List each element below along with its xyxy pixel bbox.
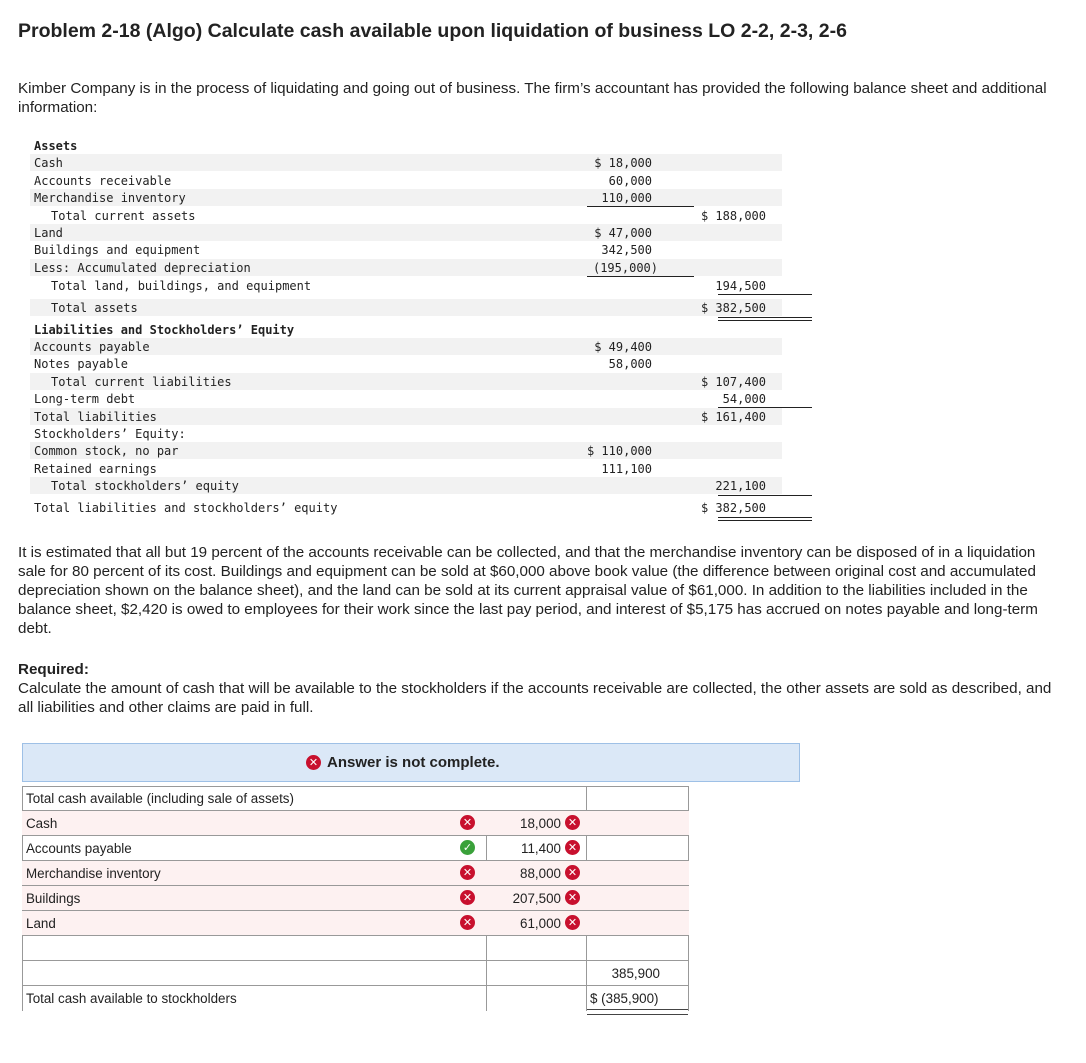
bs-label: Less: Accumulated depreciation [34,261,251,275]
bs-row-buildings [30,241,782,258]
incorrect-icon: ✕ [565,890,580,905]
bs-label: Accounts receivable [34,174,172,188]
answer-value[interactable]: 11,400 [521,841,561,856]
total-label: Total cash available to stockholders [26,991,237,1006]
double-underline [587,1009,688,1015]
required-section [18,660,1063,717]
required-text: Calculate the amount of cash that will be available to the stockholders if the accounts receivable are collected, the other assets are sold as described, and all liabilities and other claims are paid in full. [18,680,1052,716]
bs-label: Notes payable [34,357,128,371]
answer-value[interactable]: 18,000 [520,816,561,831]
bs-value: 342,500 [601,243,652,257]
answer-row-land [22,911,689,936]
bs-row-ap [30,338,782,355]
required-title: Required: [18,661,89,678]
table-header-row [22,786,689,811]
bs-value: 110,000 [601,191,652,205]
bs-label: Total stockholders’ equity [51,479,239,493]
bs-value: 54,000 [722,392,766,406]
bs-row-ltd [30,390,782,407]
answer-label[interactable]: Land [26,916,56,931]
bs-label: Cash [34,156,63,170]
incorrect-icon: ✕ [460,915,475,930]
incorrect-icon: ✕ [460,890,475,905]
bs-row-tca [30,207,782,224]
answer-label[interactable]: Merchandise inventory [26,866,161,881]
bs-value: $ 18,000 [594,156,652,170]
double-underline [718,520,812,521]
bs-row-cash [30,154,782,171]
answer-value[interactable]: 61,000 [520,916,561,931]
bs-value: $ 188,000 [700,209,766,223]
answer-status-banner [22,743,800,782]
bs-row-tl [30,408,782,425]
bs-label: Total liabilities [34,410,157,424]
bs-value: 221,100 [715,479,766,493]
bs-se-header: Stockholders’ Equity: [34,427,186,441]
bs-label: Total liabilities and stockholders’ equity [34,501,338,515]
correct-icon: ✓ [460,840,475,855]
answer-row-buildings [22,886,689,911]
bs-label: Buildings and equipment [34,243,201,257]
bs-label: Merchandise inventory [34,191,186,205]
bs-row-np [30,355,782,372]
double-underline [718,317,812,318]
bs-row-se-header [30,425,782,442]
answer-value[interactable]: 207,500 [512,891,561,906]
bs-value: 60,000 [608,174,652,188]
incorrect-icon: ✕ [565,840,580,855]
bs-label: Total current liabilities [51,375,232,389]
answer-row-cash [22,811,689,836]
answer-row-subtotal [22,961,689,986]
answer-label[interactable]: Buildings [26,891,81,906]
underline [718,495,812,496]
answer-row-accounts-payable [22,836,689,861]
answer-row-total [22,986,689,1010]
bs-row-tlbe [30,277,782,294]
bs-label: Retained earnings [34,462,157,476]
intro-text: Kimber Company is in the process of liquidating and going out of business. The firm’s accountant has provided the following balance sheet and additional information: [18,80,1047,116]
bs-value: $ 47,000 [594,226,652,240]
bs-value: $ 161,400 [700,410,766,424]
incorrect-icon: ✕ [460,865,475,880]
total-value: $ (385,900) [590,991,659,1006]
bs-row-cs [30,442,782,459]
bs-row-land [30,224,782,241]
answer-row-empty-1 [22,936,689,961]
banner-text: Answer is not complete. [327,754,500,771]
underline [718,294,812,295]
error-icon: ✕ [306,755,321,770]
incorrect-icon: ✕ [565,815,580,830]
bs-value: 111,100 [601,462,652,476]
assumptions-paragraph: It is estimated that all but 19 percent of the accounts receivable can be collected, and that the merchandise inventory can be disposed of in a liquidation sale for 80 percent of its cost. Buildings and equipment can be sold at $60,000 above book value (the difference between original cost and accumulated depreciation shown on the balance sheet), and the land can be sold at its current appraisal value of $61,000. In addition to the liabilities included in the balance sheet, $2,420 is owed to employees for their work since the last pay period, and interest of $5,175 has accrued on notes payable and long-term debt. [18,544,1038,637]
page-title: Problem 2-18 (Algo) Calculate cash available upon liquidation of business LO 2-2, 2-3, 2-6 [18,20,847,42]
bs-label: Total current assets [51,209,196,223]
answer-row-merchandise-inventory [22,861,689,886]
bs-label: Long-term debt [34,392,136,406]
bs-value: $ 49,400 [594,340,652,354]
bs-value: $ 382,500 [700,501,766,515]
bs-assets-header: Assets [34,139,78,153]
bs-row-tcl [30,373,782,390]
bs-row-inventory [30,189,782,206]
bs-row-assets-header [30,137,782,154]
bs-row-depreciation [30,259,782,276]
bs-row-ar [30,172,782,189]
bs-value: 58,000 [608,357,652,371]
answer-label[interactable]: Cash [26,816,58,831]
bs-value: $ 110,000 [586,444,652,458]
bs-label: Common stock, no par [34,444,179,458]
bs-value: $ 107,400 [700,375,766,389]
bs-label: Land [34,226,63,240]
bs-value: $ 382,500 [700,301,766,315]
incorrect-icon: ✕ [460,815,475,830]
bs-liab-header: Liabilities and Stockholders’ Equity [34,323,295,337]
bs-value: (195,000) [592,261,658,275]
subtotal-value: 385,900 [611,966,660,981]
bs-label: Total land, buildings, and equipment [51,279,312,293]
bs-label: Total assets [51,301,138,315]
double-underline [718,517,812,518]
incorrect-icon: ✕ [565,865,580,880]
header-label: Total cash available (including sale of assets) [26,791,294,806]
bs-label: Accounts payable [34,340,150,354]
answer-value[interactable]: 88,000 [520,866,561,881]
bs-row-tse [30,477,782,494]
answer-label[interactable]: Accounts payable [26,841,132,856]
bs-row-liab-header [30,321,782,338]
bs-value: 194,500 [715,279,766,293]
bs-row-total-assets [30,299,782,316]
bs-row-tlse [30,499,782,516]
incorrect-icon: ✕ [565,915,580,930]
bs-row-re [30,460,782,477]
